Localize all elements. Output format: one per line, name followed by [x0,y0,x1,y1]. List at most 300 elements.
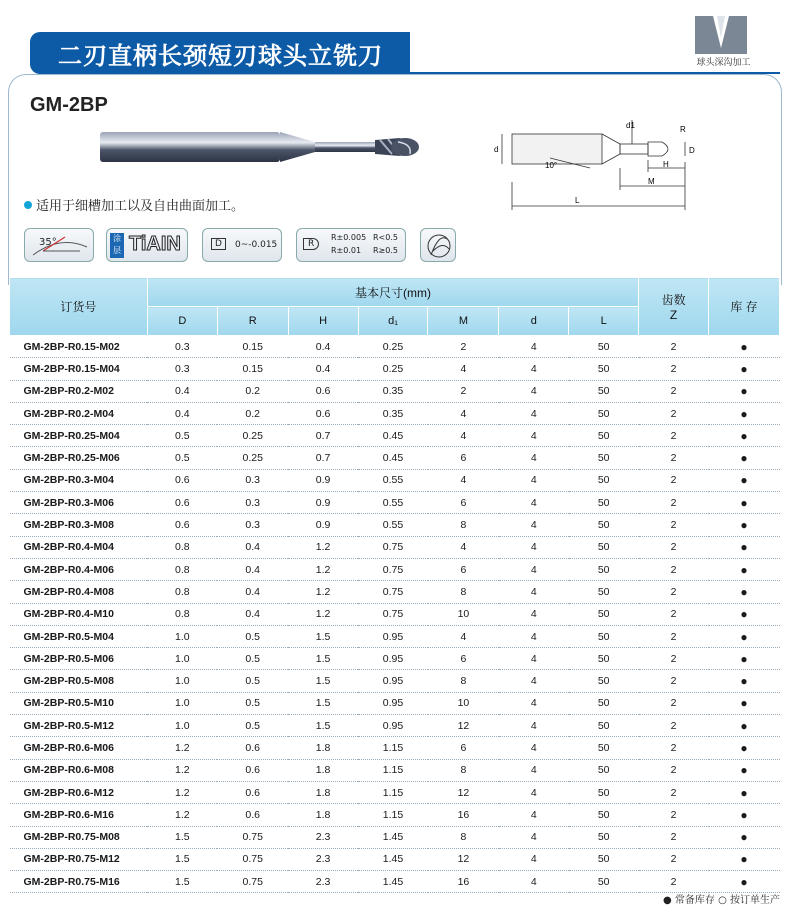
order-code-cell: GM-2BP-R0.4-M08 [10,581,148,603]
value-cell: 0.95 [358,692,428,714]
value-cell: 50 [569,804,639,826]
value-cell: 8 [428,826,499,848]
stock-cell: ● [709,692,780,714]
value-cell: 2 [639,625,709,647]
value-cell: 50 [569,759,639,781]
value-cell: 1.5 [147,826,217,848]
value-cell: 4 [499,358,569,380]
stock-cell: ● [709,871,780,893]
value-cell: 0.75 [217,826,288,848]
order-code-cell: GM-2BP-R0.5-M06 [10,648,148,670]
order-code-cell: GM-2BP-R0.4-M10 [10,603,148,625]
table-row [10,558,780,580]
value-cell: 4 [499,603,569,625]
table-row [10,871,780,893]
label-l: L [575,196,580,205]
dimension-diagram [490,112,705,212]
helix-icon [25,229,95,263]
value-cell: 1.5 [288,670,358,692]
value-cell: 0.6 [147,492,217,514]
usage-text: 适用于细槽加工以及自由曲面加工。 [36,199,245,214]
value-cell: 2 [639,581,709,603]
value-cell: 8 [428,514,499,536]
value-cell: 0.8 [147,603,217,625]
value-cell: 0.4 [147,380,217,402]
value-cell: 1.0 [147,670,217,692]
value-cell: 50 [569,558,639,580]
value-cell: 2 [639,737,709,759]
diameter-tolerance-badge [202,228,282,262]
value-cell: 0.5 [217,670,288,692]
value-cell: 0.3 [147,358,217,380]
table-row [10,826,780,848]
coating-value: TiAIN [129,233,181,255]
value-cell: 4 [499,492,569,514]
order-code-cell: GM-2BP-R0.6-M08 [10,759,148,781]
subheader-cell: M [428,307,499,336]
value-cell: 2 [639,558,709,580]
value-cell: 50 [569,514,639,536]
value-cell: 4 [499,380,569,402]
value-cell: 0.5 [217,648,288,670]
value-cell: 4 [499,737,569,759]
value-cell: 1.0 [147,715,217,737]
table-row [10,692,780,714]
value-cell: 0.4 [217,536,288,558]
label-angle: 10° [545,161,558,170]
value-cell: 50 [569,603,639,625]
order-code-cell: GM-2BP-R0.4-M06 [10,558,148,580]
order-code-cell: GM-2BP-R0.6-M06 [10,737,148,759]
value-cell: 2 [639,804,709,826]
value-cell: 0.6 [147,514,217,536]
header-teeth [639,278,709,336]
value-cell: 1.5 [288,715,358,737]
value-cell: 12 [428,781,499,803]
value-cell: 50 [569,692,639,714]
header-teeth-label: 齿数 [661,293,686,307]
value-cell: 50 [569,781,639,803]
title-banner [30,32,410,74]
label-h: H [663,160,669,169]
value-cell: 4 [428,402,499,424]
value-cell: 12 [428,715,499,737]
value-cell: 0.7 [288,425,358,447]
value-cell: 1.2 [288,581,358,603]
value-cell: 50 [569,737,639,759]
ball-nose-icon [421,229,457,263]
table-row [10,648,780,670]
value-cell: 50 [569,536,639,558]
value-cell: 0.6 [288,380,358,402]
value-cell: 10 [428,603,499,625]
value-cell: 0.9 [288,469,358,491]
value-cell: 2 [639,759,709,781]
header-stock: 库 存 [709,278,780,336]
spec-table [9,277,780,893]
value-cell: 0.25 [217,425,288,447]
value-cell: 2.3 [288,826,358,848]
value-cell: 2 [639,447,709,469]
order-code-cell: GM-2BP-R0.5-M10 [10,692,148,714]
value-cell: 50 [569,447,639,469]
table-row [10,804,780,826]
value-cell: 50 [569,871,639,893]
value-cell: 4 [499,781,569,803]
table-row [10,581,780,603]
value-cell: 0.9 [288,514,358,536]
value-cell: 4 [499,536,569,558]
order-code-cell: GM-2BP-R0.2-M02 [10,380,148,402]
helix-angle-value: 35° [39,237,57,248]
value-cell: 50 [569,625,639,647]
value-cell: 1.5 [288,692,358,714]
value-cell: 4 [499,402,569,424]
table-row [10,848,780,870]
value-cell: 1.8 [288,804,358,826]
label-d1: d1 [626,121,635,130]
value-cell: 0.6 [217,804,288,826]
value-cell: 2 [428,380,499,402]
value-cell: 0.5 [147,425,217,447]
order-code-cell: GM-2BP-R0.4-M04 [10,536,148,558]
value-cell: 0.3 [217,514,288,536]
value-cell: 2 [639,692,709,714]
value-cell: 4 [499,469,569,491]
table-row [10,358,780,380]
table-row [10,492,780,514]
value-cell: 0.75 [358,603,428,625]
logo-caption: 球头深沟加工 [696,58,751,68]
value-cell: 1.2 [288,603,358,625]
order-code-cell: GM-2BP-R0.75-M16 [10,871,148,893]
value-cell: 0.35 [358,380,428,402]
stock-cell: ● [709,670,780,692]
table-row [10,603,780,625]
order-code-cell: GM-2BP-R0.15-M02 [10,336,148,358]
radius-tol-2: R±0.01 [331,246,362,255]
header-order-code: 订货号 [10,278,148,336]
stock-cell: ● [709,826,780,848]
stock-cell: ● [709,759,780,781]
value-cell: 0.95 [358,648,428,670]
value-cell: 2 [639,358,709,380]
value-cell: 2 [639,536,709,558]
value-cell: 2 [639,492,709,514]
order-code-cell: GM-2BP-R0.6-M12 [10,781,148,803]
value-cell: 50 [569,670,639,692]
value-cell: 50 [569,715,639,737]
value-cell: 1.8 [288,781,358,803]
value-cell: 6 [428,447,499,469]
value-cell: 1.2 [288,558,358,580]
value-cell: 2 [639,871,709,893]
value-cell: 0.25 [217,447,288,469]
value-cell: 1.2 [147,737,217,759]
value-cell: 1.2 [147,759,217,781]
stock-legend: ● 常备库存 ○ 按订单生产 [663,895,780,906]
value-cell: 2.3 [288,871,358,893]
value-cell: 4 [499,558,569,580]
value-cell: 1.0 [147,692,217,714]
value-cell: 1.0 [147,625,217,647]
value-cell: 2 [639,380,709,402]
value-cell: 2 [639,514,709,536]
value-cell: 2 [639,603,709,625]
table-row [10,380,780,402]
value-cell: 4 [428,425,499,447]
label-D: D [689,146,695,155]
value-cell: 2 [639,826,709,848]
value-cell: 0.25 [358,336,428,358]
value-cell: 0.55 [358,514,428,536]
value-cell: 4 [428,469,499,491]
table-row [10,514,780,536]
value-cell: 1.5 [288,648,358,670]
value-cell: 1.15 [358,781,428,803]
value-cell: 4 [499,848,569,870]
value-cell: 2.3 [288,848,358,870]
table-row [10,336,780,358]
stock-cell: ● [709,715,780,737]
product-code: GM-2BP [30,94,108,116]
value-cell: 2 [639,336,709,358]
value-cell: 50 [569,402,639,424]
radius-tolerance-badge [296,228,406,262]
value-cell: 1.5 [288,625,358,647]
order-code-cell: GM-2BP-R0.3-M06 [10,492,148,514]
order-code-cell: GM-2BP-R0.6-M16 [10,804,148,826]
stock-cell: ● [709,447,780,469]
value-cell: 0.95 [358,715,428,737]
value-cell: 0.45 [358,425,428,447]
value-cell: 8 [428,581,499,603]
value-cell: 2 [639,402,709,424]
value-cell: 0.75 [217,848,288,870]
ball-groove-logo-icon [695,16,747,54]
value-cell: 1.2 [147,804,217,826]
subheader-cell: d [499,307,569,336]
value-cell: 0.4 [288,336,358,358]
value-cell: 2 [639,848,709,870]
helix-angle-badge [24,228,94,262]
value-cell: 0.75 [217,871,288,893]
value-cell: 0.2 [217,402,288,424]
value-cell: 0.8 [147,536,217,558]
diameter-symbol: D [211,238,226,250]
table-row [10,447,780,469]
stock-cell: ● [709,402,780,424]
value-cell: 0.55 [358,469,428,491]
value-cell: 1.45 [358,848,428,870]
stock-cell: ● [709,625,780,647]
table-row [10,469,780,491]
stock-cell: ● [709,469,780,491]
value-cell: 0.5 [217,692,288,714]
value-cell: 2 [639,648,709,670]
value-cell: 0.3 [217,492,288,514]
value-cell: 1.0 [147,648,217,670]
subheader-cell: R [217,307,288,336]
value-cell: 0.55 [358,492,428,514]
value-cell: 0.4 [217,558,288,580]
value-cell: 50 [569,848,639,870]
stock-cell: ● [709,514,780,536]
value-cell: 4 [428,358,499,380]
value-cell: 0.4 [288,358,358,380]
value-cell: 0.15 [217,336,288,358]
label-d: d [494,145,499,154]
stock-cell: ● [709,425,780,447]
value-cell: 0.75 [358,536,428,558]
value-cell: 0.5 [217,715,288,737]
value-cell: 2 [639,781,709,803]
value-cell: 1.15 [358,804,428,826]
order-code-cell: GM-2BP-R0.3-M04 [10,469,148,491]
value-cell: 4 [499,871,569,893]
value-cell: 4 [428,536,499,558]
value-cell: 0.3 [217,469,288,491]
order-code-cell: GM-2BP-R0.15-M04 [10,358,148,380]
value-cell: 0.4 [217,603,288,625]
value-cell: 4 [499,425,569,447]
value-cell: 4 [499,826,569,848]
radius-symbol: R [303,238,319,250]
order-code-cell: GM-2BP-R0.5-M08 [10,670,148,692]
value-cell: 4 [499,715,569,737]
value-cell: 0.95 [358,670,428,692]
table-row [10,759,780,781]
value-cell: 2 [639,670,709,692]
order-code-cell: GM-2BP-R0.25-M04 [10,425,148,447]
value-cell: 6 [428,558,499,580]
value-cell: 4 [499,648,569,670]
label-m: M [648,177,655,186]
value-cell: 0.6 [217,759,288,781]
bullet-icon [24,201,32,209]
stock-cell: ● [709,648,780,670]
value-cell: 1.45 [358,871,428,893]
stock-cell: ● [709,358,780,380]
value-cell: 0.9 [288,492,358,514]
value-cell: 1.45 [358,826,428,848]
value-cell: 4 [499,514,569,536]
stock-cell: ● [709,492,780,514]
value-cell: 16 [428,804,499,826]
value-cell: 1.2 [147,781,217,803]
value-cell: 6 [428,492,499,514]
value-cell: 4 [499,804,569,826]
table-row [10,670,780,692]
value-cell: 0.3 [147,336,217,358]
value-cell: 0.2 [217,380,288,402]
value-cell: 50 [569,358,639,380]
order-code-cell: GM-2BP-R0.2-M04 [10,402,148,424]
value-cell: 0.5 [147,447,217,469]
table-row [10,425,780,447]
value-cell: 6 [428,648,499,670]
stock-cell: ● [709,603,780,625]
diameter-tolerance: 0~-0.015 [235,240,278,250]
value-cell: 2 [428,336,499,358]
usage-note [24,195,244,214]
stock-cell: ● [709,804,780,826]
stock-cell: ● [709,558,780,580]
value-cell: 2 [639,425,709,447]
table-row [10,737,780,759]
value-cell: 50 [569,826,639,848]
value-cell: 1.5 [147,848,217,870]
value-cell: 6 [428,737,499,759]
value-cell: 0.6 [217,781,288,803]
value-cell: 50 [569,336,639,358]
value-cell: 0.8 [147,558,217,580]
table-row [10,715,780,737]
value-cell: 0.6 [217,737,288,759]
value-cell: 50 [569,425,639,447]
subheader-cell: H [288,307,358,336]
value-cell: 50 [569,380,639,402]
coating-label: 涂层 [110,233,124,258]
radius-tol-2b: R≥0.5 [373,246,398,255]
stock-cell: ● [709,737,780,759]
value-cell: 8 [428,759,499,781]
value-cell: 10 [428,692,499,714]
value-cell: 50 [569,469,639,491]
order-code-cell: GM-2BP-R0.25-M06 [10,447,148,469]
value-cell: 2 [639,715,709,737]
value-cell: 1.5 [147,871,217,893]
value-cell: 12 [428,848,499,870]
value-cell: 0.75 [358,558,428,580]
value-cell: 0.4 [147,402,217,424]
label-r: R [680,125,686,134]
value-cell: 4 [499,625,569,647]
value-cell: 4 [499,759,569,781]
order-code-cell: GM-2BP-R0.5-M12 [10,715,148,737]
value-cell: 0.45 [358,447,428,469]
page-title: 二刃直柄长颈短刃球头立铣刀 [58,42,383,70]
value-cell: 0.15 [217,358,288,380]
end-mill-image [100,128,430,168]
table-row [10,402,780,424]
subheader-cell: d₁ [358,307,428,336]
value-cell: 0.7 [288,447,358,469]
order-code-cell: GM-2BP-R0.75-M08 [10,826,148,848]
radius-tol-1b: R<0.5 [373,233,398,242]
coating-badge [106,228,188,262]
stock-cell: ● [709,380,780,402]
subheader-cell: D [147,307,217,336]
table-row [10,781,780,803]
stock-cell: ● [709,581,780,603]
order-code-cell: GM-2BP-R0.3-M08 [10,514,148,536]
value-cell: 50 [569,492,639,514]
value-cell: 4 [499,670,569,692]
stock-cell: ● [709,336,780,358]
value-cell: 1.15 [358,737,428,759]
stock-cell: ● [709,536,780,558]
value-cell: 0.5 [217,625,288,647]
value-cell: 1.2 [288,536,358,558]
value-cell: 2 [639,469,709,491]
value-cell: 4 [499,447,569,469]
value-cell: 0.35 [358,402,428,424]
value-cell: 16 [428,871,499,893]
value-cell: 0.25 [358,358,428,380]
value-cell: 4 [428,625,499,647]
table-row [10,625,780,647]
